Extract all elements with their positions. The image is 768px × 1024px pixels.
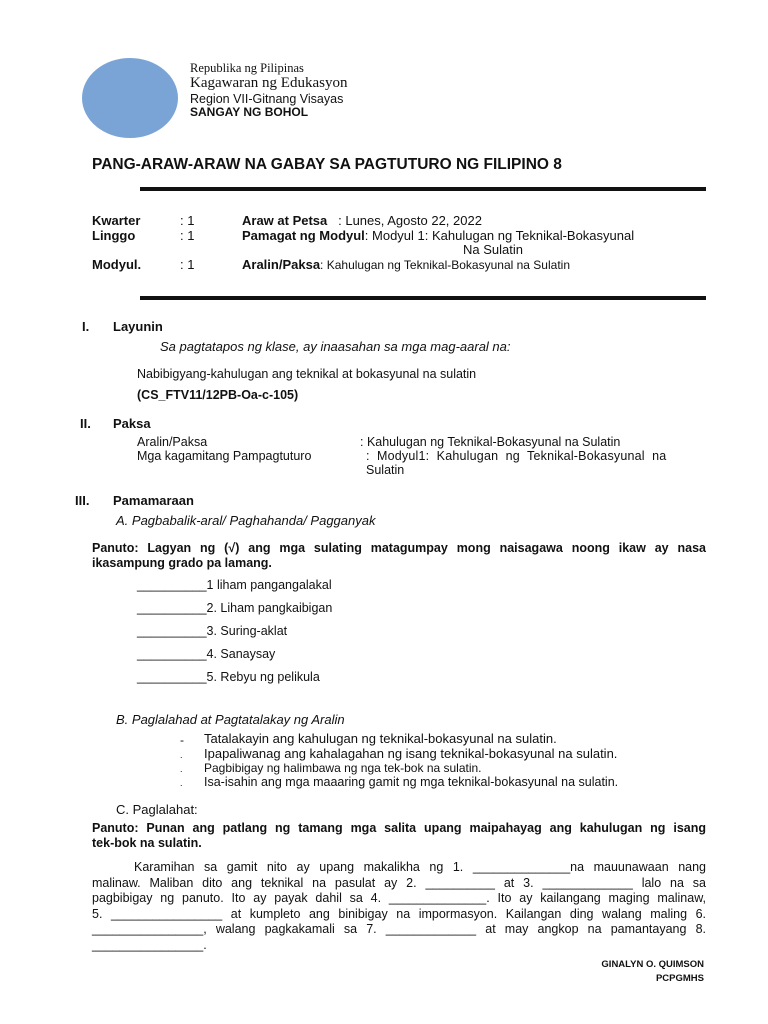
checklist-item: __________5. Rebyu ng pelikula xyxy=(137,670,320,684)
page-title: PANG-ARAW-ARAW NA GABAY SA PAGTUTURO NG FILIPINO 8 xyxy=(92,156,562,173)
sec1-code: (CS_FTV11/12PB-Oa-c-105) xyxy=(137,388,299,402)
signature-name: GINALYN O. QUIMSON xyxy=(601,959,704,970)
sec1-number: I. xyxy=(82,319,90,334)
discussion-item xyxy=(180,746,617,761)
discussion-item-text: Tatalakayin ang kahulugan ng teknikal-bokasyunal na sulatin. xyxy=(204,731,557,746)
linggo-value: : 1 xyxy=(180,228,195,243)
header-republic: Republika ng Pilipinas xyxy=(190,61,304,75)
aralin-value: : Kahulugan ng Teknikal-Bokasyunal na Sulatin xyxy=(320,258,570,272)
sec3c-instruction-line1: Panuto: Punan ang patlang ng tamang mga salita upang maipahayag ang kahulugan ng isang xyxy=(92,821,706,835)
sec2-number: II. xyxy=(80,416,91,431)
discussion-item-text: Pagbibigay ng halimbawa ng nga tek-bok na sulatin. xyxy=(204,761,482,775)
discussion-item xyxy=(180,774,618,789)
pamagat-value: : Modyul 1: Kahulugan ng Teknikal-Bokasyunal xyxy=(364,228,635,243)
deped-seal-logo xyxy=(82,58,178,138)
araw-value: : Lunes, Agosto 22, 2022 xyxy=(338,213,482,228)
paragraph-line: pagbibigay ng panuto. Ito ay payak dahil sa 4. ______________. Ito ay kailangang maging malinaw, xyxy=(92,891,706,905)
paragraph-line: 5. ________________ at kumpleto ang binibigay na impormasyon. Kailangan ding walang maling 6. xyxy=(92,906,706,921)
header-division: SANGAY NG BOHOL xyxy=(190,105,309,119)
sec2-row1-value: : Kahulugan ng Teknikal-Bokasyunal na Sulatin xyxy=(360,435,621,449)
discussion-item xyxy=(180,760,482,775)
signature-school: PCPGMHS xyxy=(655,973,704,984)
sec3b-title: B. Paglalahad at Pagtatalakay ng Aralin xyxy=(116,712,345,727)
pamagat-row xyxy=(242,228,634,243)
pamagat-label: Pamagat ng Modyul xyxy=(242,228,365,243)
sec3c-title: C. Paglalahat: xyxy=(116,802,198,817)
sec3c-instruction-line2: tek-bok na sulatin. xyxy=(92,836,202,850)
info-rule xyxy=(140,296,706,300)
aralin-row xyxy=(242,257,570,272)
checklist-item: __________4. Sanaysay xyxy=(137,647,276,661)
discussion-item xyxy=(180,731,557,747)
checklist-item: __________2. Liham pangkaibigan xyxy=(137,601,333,615)
modyul-value: : 1 xyxy=(180,257,195,272)
araw-label: Araw at Petsa xyxy=(242,213,328,228)
sec3c-instruction xyxy=(92,821,706,851)
aralin-label: Aralin/Paksa xyxy=(242,257,321,272)
sec2-title: Paksa xyxy=(113,416,151,431)
sec2-row2-label: Mga kagamitang Pampagtuturo xyxy=(137,449,312,463)
dash-bullet-icon: - xyxy=(180,732,184,747)
araw-row xyxy=(242,213,482,228)
sec2-row1-label: Aralin/Paksa xyxy=(137,435,208,449)
sec2-row2-value-continued: Sulatin xyxy=(366,463,405,477)
kwarter-value: : 1 xyxy=(180,213,195,228)
sec2-row2-value: : Modyul1: Kahulugan ng Teknikal-Bokasyunal na xyxy=(366,449,667,463)
title-rule xyxy=(140,187,706,191)
sec1-objective: Nabibigyang-kahulugan ang teknikal at bokasyunal na sulatin xyxy=(137,367,477,381)
header-department: Kagawaran ng Edukasyon xyxy=(190,75,348,91)
discussion-item-text: Isa-isahin ang mga maaaring gamit ng mga teknikal-bokasyunal na sulatin. xyxy=(204,775,619,789)
header-region: Region VII-Gitnang Visayas xyxy=(190,92,344,106)
linggo-label: Linggo xyxy=(92,228,136,243)
paragraph-line: ________________, walang pagkakamali sa 7. _____________ at may angkop na pamantayang 8. xyxy=(92,922,706,936)
sec3-number: III. xyxy=(75,493,90,508)
sec3a-title: A. Pagbabalik-aral/ Paghahanda/ Pagganyak xyxy=(116,513,376,528)
discussion-item-text: Ipapaliwanag ang kahalagahan ng isang teknikal-bokasyunal na sulatin. xyxy=(204,746,618,761)
checklist-item: __________1 liham pangangalakal xyxy=(137,578,332,592)
kwarter-label: Kwarter xyxy=(92,213,141,228)
paragraph-line: Karamihan sa gamit nito ay upang makalikha ng 1. ______________na mauunawaan nang xyxy=(134,860,706,874)
sec1-intro: Sa pagtatapos ng klase, ay inaasahan sa mga mag-aaral na: xyxy=(160,339,511,354)
dot-bullet-icon: . xyxy=(180,749,183,760)
sec3a-instruction xyxy=(92,541,706,571)
sec1-title: Layunin xyxy=(113,319,163,334)
paragraph-line: malinaw. Maliban dito ang teknikal na pasulat ay 2. __________ at 3. _____________ lalo na sa xyxy=(92,875,706,890)
paragraph-line: ________________. xyxy=(92,937,207,952)
pamagat-value-continued: Na Sulatin xyxy=(463,242,523,257)
sec3a-instruction-line2: ikasampung grado pa lamang. xyxy=(92,556,272,570)
sec3a-instruction-line1: Panuto: Lagyan ng (√) ang mga sulating matagumpay mong naisagawa noong ikaw ay nasa xyxy=(92,541,706,555)
sec3-title: Pamamaraan xyxy=(113,493,194,508)
modyul-label: Modyul. xyxy=(92,257,142,272)
dot-bullet-icon: . xyxy=(180,777,183,788)
checklist-item: __________3. Suring-aklat xyxy=(137,624,288,638)
fill-in-paragraph xyxy=(92,860,706,953)
dot-bullet-icon: . xyxy=(180,763,183,774)
